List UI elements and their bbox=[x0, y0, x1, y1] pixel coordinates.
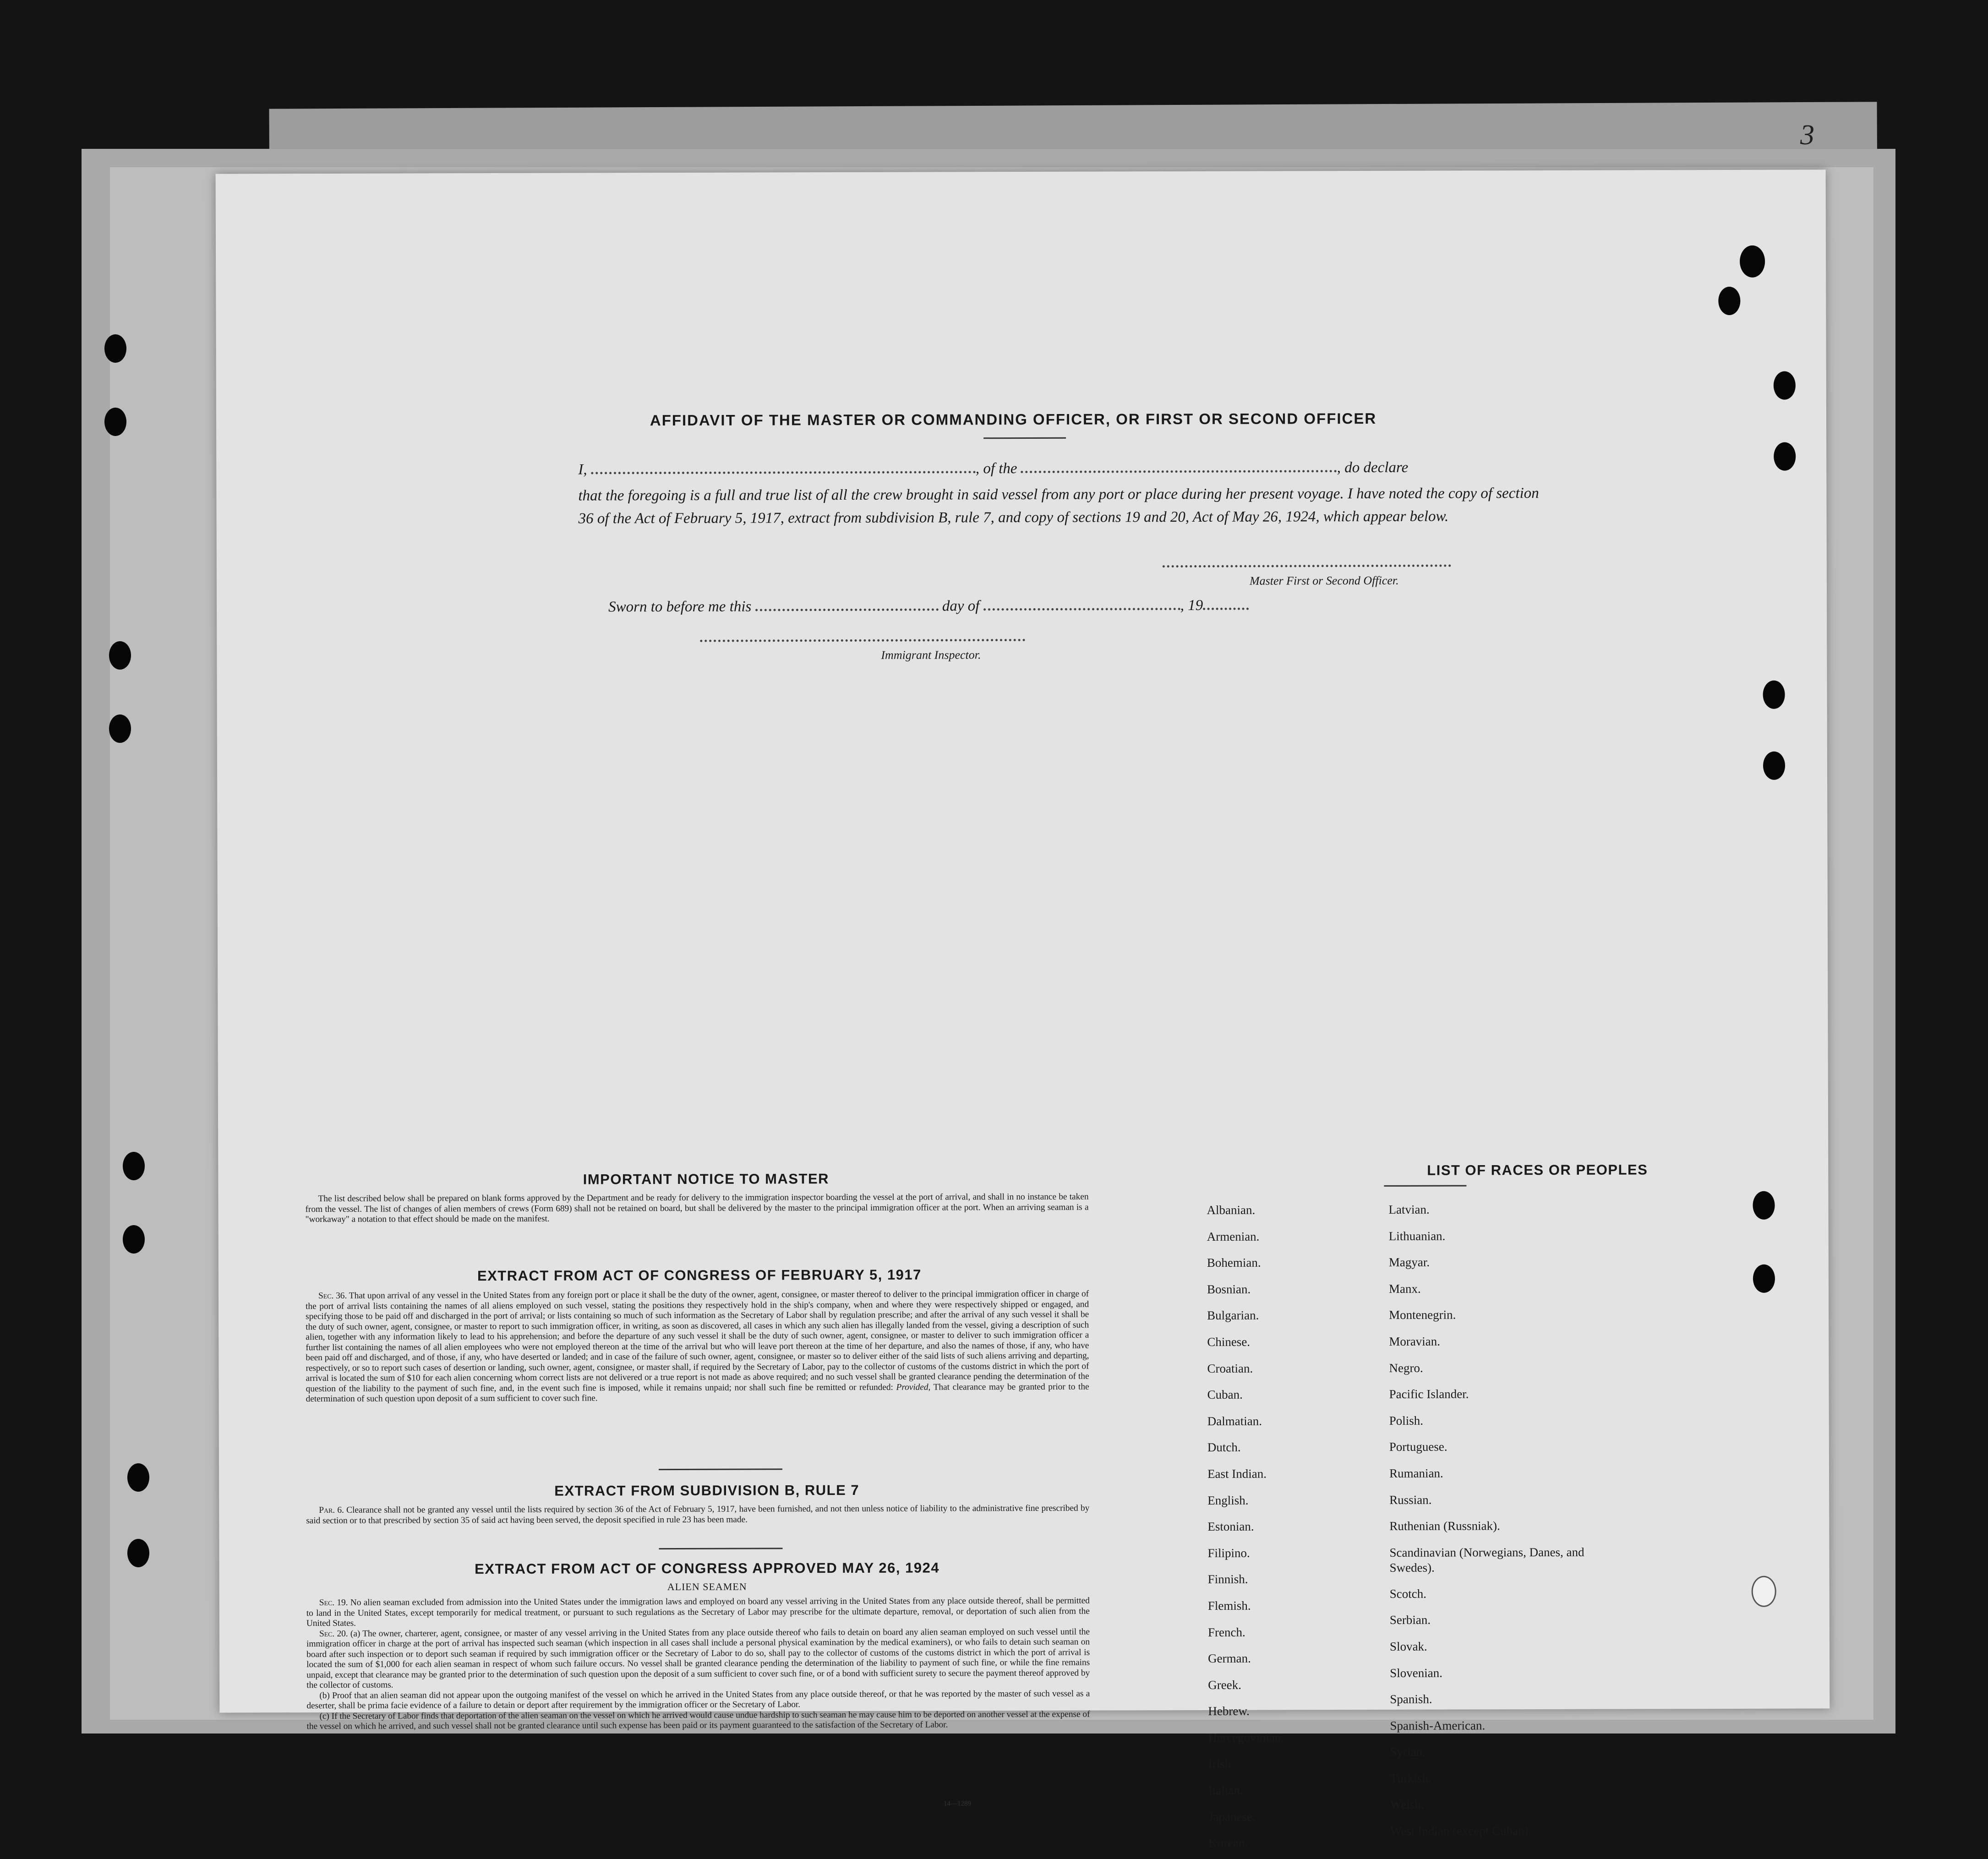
section-20a-text: (a) The owner, charterer, agent, consignee, or master of any vessel arriving in the United States from any place outside thereof who fails to detain on board any alien seaman employed on such vessel until the immigration officer in charge at the port of arrival has inspected such seaman (which inspection in all cases shall include a personal physical examination by the medical examiners), or who fails to detain such seaman on board after such inspection or to deport such seaman if required by such immigration officer or the Secretary of Labor to do so, shall pay to the collector of customs of the customs district in which the port of arrival is located the sum of $1,000 for each alien seaman in respect of whom such failure occurs. No vessel shall be granted clearance pending the determination of the liability to payment of such fine, or while the fine remains unpaid, except that clearance may be granted prior to the determination of such question upon the deposit of a sum sufficient to cover such fine, or of a bond with sufficient surety to secure the payment thereof approved by the collector of customs. bbox=[306, 1627, 1090, 1690]
extract-1917-title: EXTRACT FROM ACT OF CONGRESS OF FEBRUARY 5, 1917 bbox=[477, 1267, 922, 1285]
binder-hole bbox=[123, 1225, 145, 1254]
race-item: Negro. bbox=[1389, 1354, 1604, 1381]
race-item: Finnish. bbox=[1208, 1566, 1284, 1593]
notice-text bbox=[305, 1192, 1088, 1225]
race-item: Spanish. bbox=[1390, 1686, 1605, 1713]
sworn-year-field[interactable] bbox=[1203, 599, 1249, 610]
race-item: Greek. bbox=[1208, 1672, 1284, 1698]
race-item: West Indian (except Cuban). bbox=[1390, 1818, 1606, 1845]
race-item: Manx. bbox=[1389, 1275, 1604, 1302]
inspector-signature-field[interactable] bbox=[700, 639, 1025, 642]
proviso-label: Provided, bbox=[896, 1382, 930, 1392]
binder-hole bbox=[104, 334, 126, 363]
binder-hole bbox=[1740, 245, 1765, 278]
binder-hole bbox=[109, 714, 131, 743]
binder-hole bbox=[123, 1152, 145, 1180]
binder-hole bbox=[127, 1539, 149, 1567]
notice-title: IMPORTANT NOTICE TO MASTER bbox=[583, 1171, 829, 1188]
extract-1924-text bbox=[306, 1596, 1090, 1732]
race-item: Bulgarian. bbox=[1207, 1303, 1283, 1329]
race-item: Estonian. bbox=[1207, 1514, 1283, 1540]
race-item: Bohemian. bbox=[1207, 1250, 1283, 1276]
race-item: English. bbox=[1207, 1487, 1283, 1514]
sworn-month-field[interactable] bbox=[983, 599, 1180, 611]
binder-hole bbox=[127, 1463, 149, 1492]
extract-1924-subtitle: ALIEN SEAMEN bbox=[667, 1581, 747, 1593]
master-name-field[interactable] bbox=[591, 462, 976, 474]
race-item: Japanese. bbox=[1208, 1804, 1284, 1830]
notice-paragraph: The list described below shall be prepared on blank forms approved by the Department and be ready for delivery to the immigration inspector boarding the vessel at the port of arrival, and shall in no instance be taken from the vessel. The list of changes of alien members of crews (Form 689) shall not be retained on board, but shall be delivered by the master to the principal immigration officer at the port. When an arriving seaman is a "workaway" a notation to that effect should be made on the manifest. bbox=[305, 1192, 1088, 1225]
binder-hole bbox=[1774, 442, 1796, 471]
affidavit-text: that the foregoing is a full and true list of all the crew brought in said vessel from any port or place during her present voyage. I have noted the copy of section 36 of the Act of February 5, 1917, extract from subdivision B, rule 7, and copy of sections 19 and 20, Act of May 26, 1924, which appear below. bbox=[578, 482, 1545, 530]
sworn-year-label: , 19 bbox=[1180, 597, 1203, 614]
affidavit-title: AFFIDAVIT OF THE MASTER OR COMMANDING OFFICER, OR FIRST OR SECOND OFFICER bbox=[650, 410, 1376, 429]
race-item: Slovenian. bbox=[1390, 1659, 1605, 1686]
race-item: Hebrew. bbox=[1208, 1698, 1284, 1725]
declaration-line bbox=[578, 459, 1408, 479]
races-list-left bbox=[1207, 1197, 1284, 1857]
race-item: German. bbox=[1208, 1646, 1284, 1672]
binder-hole bbox=[104, 408, 126, 436]
section-20c-text: (c) If the Secretary of Labor finds that deportation of the alien seaman on the vessel on which he arrived would cause undue hardship to such seaman he may cause him to be deported on another vessel at the expense of the vessel on which he arrived, and such vessel shall not be granted clearance until such expense has been paid or its payment guaranteed to the satisfaction of the Secretary of Labor. bbox=[306, 1709, 1090, 1732]
races-title: LIST OF RACES OR PEOPLES bbox=[1427, 1161, 1648, 1178]
extract-1924-title: EXTRACT FROM ACT OF CONGRESS APPROVED MAY 26, 1924 bbox=[475, 1559, 939, 1577]
race-item: Bosnian. bbox=[1207, 1276, 1283, 1303]
race-item: Dutch. bbox=[1207, 1434, 1283, 1461]
sworn-prefix: Sworn to before me this bbox=[608, 599, 751, 616]
race-item: Filipino. bbox=[1207, 1540, 1283, 1566]
section-19-text: No alien seaman excluded from admission into the United States under the immigration laws and employed on board any vessel arriving in the United States from any place outside thereof, shall be permitted to land in the United States, except temporarily for medical treatment, or pursuant to such regulations as the Secretary of Labor may prescribe for the ultimate departure, removal, or deportation of such alien from the United States. bbox=[306, 1596, 1090, 1628]
paragraph-label: Par. 6. bbox=[319, 1505, 344, 1515]
declaration-prefix: I, bbox=[578, 461, 587, 478]
sworn-line bbox=[608, 597, 1249, 616]
race-item: Turkish. bbox=[1390, 1765, 1606, 1792]
race-item: Pacific Islander. bbox=[1389, 1381, 1605, 1408]
vessel-name-field[interactable] bbox=[1021, 461, 1337, 473]
binder-hole bbox=[109, 641, 131, 670]
rule7-text: Clearance shall not be granted any vessel until the lists required by section 36 of the Act of February 5, 1917, have been furnished, and not then unless notice of liability to the administrative fine prescribed by said section or to that prescribed by section 35 of said act having been served, the deposit specified in rule 23 has been made. bbox=[306, 1504, 1089, 1526]
extract-1917-text bbox=[306, 1289, 1089, 1405]
race-item: Cuban. bbox=[1207, 1382, 1283, 1408]
binder-hole bbox=[1753, 1265, 1775, 1293]
race-item: Montenegrin. bbox=[1389, 1302, 1604, 1329]
extract-rule7-text bbox=[306, 1504, 1089, 1526]
sworn-day-label: day of bbox=[942, 598, 980, 614]
binder-hole bbox=[1774, 371, 1796, 400]
inspector-signature-caption: Immigrant Inspector. bbox=[881, 648, 981, 662]
binder-hole bbox=[1718, 287, 1740, 315]
sworn-day-field[interactable] bbox=[755, 599, 939, 611]
binder-hole bbox=[1753, 1191, 1775, 1220]
race-item: Rumanian. bbox=[1389, 1460, 1605, 1487]
race-item: Magyar. bbox=[1389, 1249, 1604, 1276]
divider bbox=[659, 1548, 782, 1549]
extract-rule7-title: EXTRACT FROM SUBDIVISION B, RULE 7 bbox=[554, 1482, 859, 1499]
handwritten-page-number: 3 bbox=[1800, 119, 1814, 152]
binder-hole bbox=[1752, 1576, 1776, 1607]
affidavit-page bbox=[216, 169, 1830, 1712]
race-item: Croatian. bbox=[1207, 1355, 1283, 1382]
race-item: Lithuanian. bbox=[1389, 1222, 1604, 1249]
race-item: Syrian. bbox=[1390, 1739, 1606, 1766]
divider bbox=[1384, 1185, 1466, 1186]
section-20b-text: (b) Proof that an alien seaman did not appear upon the outgoing manifest of the vessel on which he arrived in the United States from any place outside thereof, or that he was reported by the master of such vessel as a deserter, shall be prima facie evidence of a failure to detain or deport after requirement by the immigration officer or the Secretary of Labor. bbox=[306, 1689, 1090, 1711]
race-item: East Indian. bbox=[1207, 1461, 1283, 1487]
race-item: Scandinavian (Norwegians, Danes, and Swedes). bbox=[1389, 1539, 1605, 1581]
races-list-right bbox=[1388, 1196, 1606, 1845]
declaration-suffix: , do declare bbox=[1337, 459, 1409, 476]
race-item: Hercegovinian. bbox=[1208, 1724, 1284, 1751]
master-signature-field[interactable] bbox=[1163, 565, 1451, 568]
race-item: Scotch. bbox=[1390, 1580, 1605, 1607]
race-item: Moravian. bbox=[1389, 1328, 1604, 1355]
section-label: Sec. 36. bbox=[318, 1291, 347, 1301]
race-item: Albanian. bbox=[1207, 1197, 1283, 1224]
divider bbox=[983, 437, 1066, 439]
race-item: Chinese. bbox=[1207, 1329, 1283, 1355]
race-item: Dalmatian. bbox=[1207, 1408, 1283, 1434]
race-item: French. bbox=[1208, 1619, 1284, 1646]
section-36-text: That upon arrival of any vessel in the United States from any foreign port or place it shall be the duty of the owner, agent, consignee, or master thereof to deliver to the principal immigration officer in charge of the port of arrival lists containing the names of all aliens employed on such vessel, stating the positions they respectively hold in the ship's company, when and where they were respectively shipped or engaged, and specifying those to be paid off and discharged in the port of arrival; or lists containing so much of such information as the Secretary of Labor shall by regulation prescribe; and after the arrival of any such vessel it shall be the duty of such owner, agent, consignee, or master to report to such immigration officer, in writing, as soon as discovered, all cases in which any such alien has illegally landed from the vessel, giving a description of such alien, together with any information likely to lead to his apprehension; and before the departure of any such vessel it shall be the duty of such owner, agent, consignee, or master to deliver to such immigration officer a further list containing the names of all alien employees who were not employed thereon at the time of the arrival but who will leave port thereon at the time of her departure, and also the names of those, if any, who have been paid off and discharged, and of those, if any, who have deserted or landed; and in case of the failure of such owner, agent, consignee, or master so to deliver either of the said lists of such aliens arriving and departing, respectively, or so to report such cases of desertion or landing, such owner, agent, consignee, or master shall, if required by the Secretary of Labor, pay to the collector of customs of the customs district in which the port of arrival is located the sum of $10 for each alien concerning whom correct lists are not delivered or a true report is not made as above required; and no such vessel shall be granted clearance pending the determination of the question of the liability to the payment of such fine, and, in the event such fine is imposed, while it remains unpaid; nor shall such fine be remitted or refunded: bbox=[306, 1289, 1089, 1394]
race-item: Polish. bbox=[1389, 1407, 1605, 1434]
race-item: Russian. bbox=[1389, 1486, 1605, 1513]
race-item: Latvian. bbox=[1388, 1196, 1604, 1223]
form-number: 14—1289 bbox=[944, 1800, 971, 1808]
declaration-middle: , of the bbox=[976, 460, 1017, 477]
race-item: Ruthenian (Russniak). bbox=[1389, 1513, 1605, 1540]
section-label: Sec. 20. bbox=[319, 1629, 348, 1638]
race-item: Spanish-American. bbox=[1390, 1712, 1605, 1739]
race-item: Slovak. bbox=[1390, 1633, 1605, 1660]
race-item: Korean. bbox=[1208, 1830, 1284, 1857]
race-item: Armenian. bbox=[1207, 1223, 1283, 1250]
race-item: Serbian. bbox=[1390, 1607, 1605, 1634]
section-label: Sec. 19. bbox=[319, 1598, 348, 1608]
race-item: Flemish. bbox=[1208, 1592, 1284, 1619]
binder-hole bbox=[1763, 681, 1785, 709]
divider bbox=[659, 1468, 782, 1470]
race-item: Portuguese. bbox=[1389, 1434, 1605, 1461]
race-item: Welsh. bbox=[1390, 1791, 1606, 1818]
race-item: Irish. bbox=[1208, 1751, 1284, 1777]
binder-hole bbox=[1763, 752, 1785, 780]
proviso-text: That clearance may be granted prior to the determination of such question upon deposit of a sum sufficient to cover such fine. bbox=[306, 1382, 1089, 1404]
race-item: Italian. bbox=[1208, 1777, 1284, 1804]
master-signature-caption: Master First or Second Officer. bbox=[1250, 574, 1399, 588]
